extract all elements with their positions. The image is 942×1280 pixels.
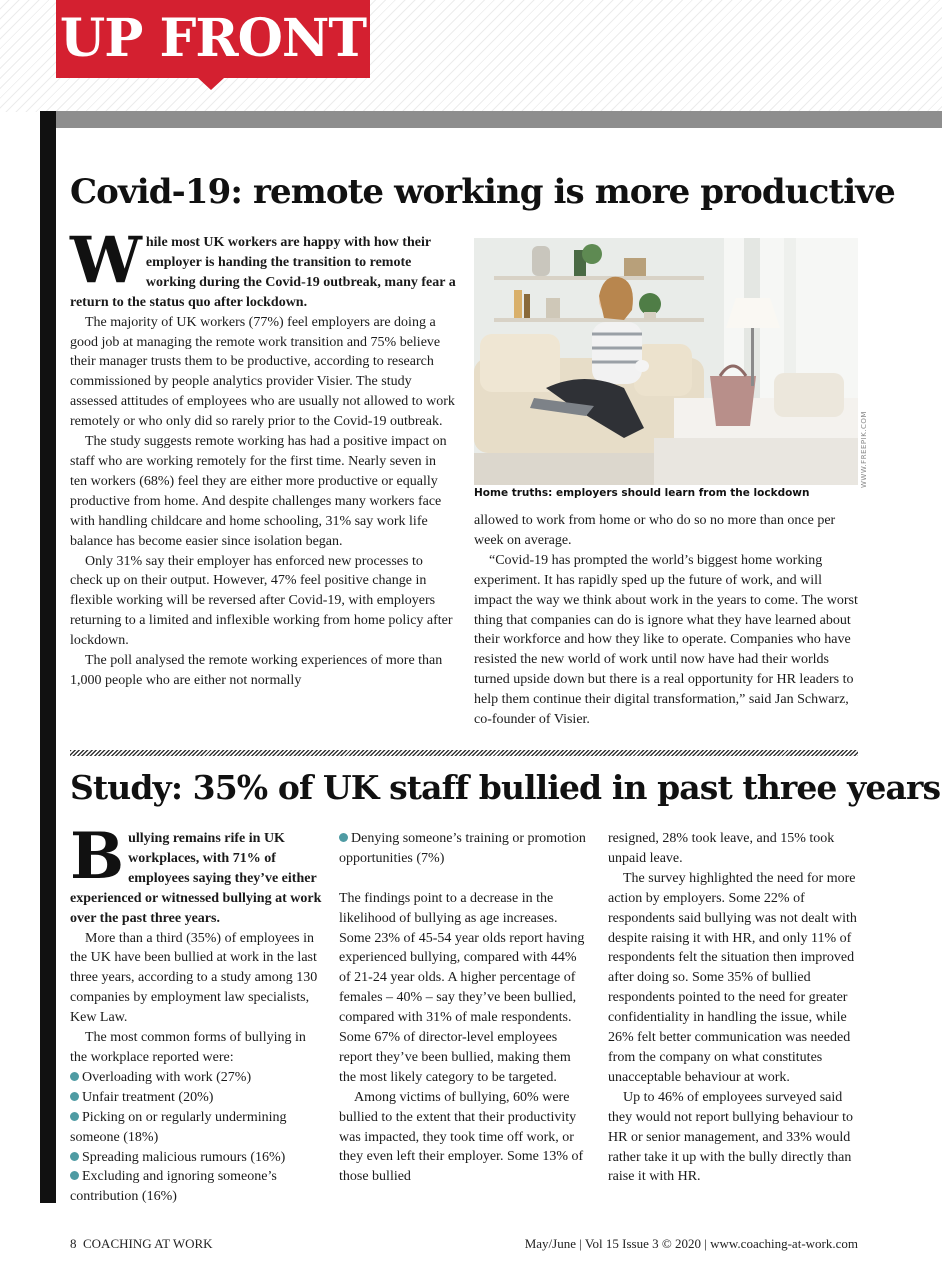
bullet-dot-icon xyxy=(70,1152,79,1161)
section-tag-notch xyxy=(198,78,224,90)
bullet-item: Excluding and ignoring someone’s contribution (16%) xyxy=(70,1169,277,1205)
article-photo xyxy=(474,238,858,485)
article2-paragraph: The findings point to a decrease in the likelihood of bullying as age increases. Some 23% of 45-54 year olds report having experienced bullying, compared with 44% of 21-24 year olds. A higher percentage of females – 40% – say they’ve been bullied, compared with 31% of male respondents. Some 67% of director-level employees report they’ve been bullied, making them the most likely category to be targeted. xyxy=(339,890,585,1085)
section-tag: UP FRONT xyxy=(56,0,370,78)
article1-column-right xyxy=(474,511,860,730)
bullet-dot-icon xyxy=(70,1112,79,1121)
footer-left xyxy=(70,1236,213,1252)
article2-headline: Study: 35% of UK staff bullied in past three years xyxy=(70,768,941,807)
article1-paragraph: allowed to work from home or who do so no more than once per week on average. xyxy=(474,513,836,548)
article1-paragraph: The majority of UK workers (77%) feel employers are doing a good job at managing the remote work transition and 75% believe their manager trusts them to be productive, according to research commissioned by people analytics provider Visier. The study assessed attitudes of employees who are usually not allowed to work remotely or who only did so rarely prior to the Covid-19 outbreak. xyxy=(70,314,455,430)
article1-paragraph: The study suggests remote working has had a positive impact on staff who are working remotely for the first time. Nearly seven in ten workers (68%) feel they are either more productive or equally productive from home. And despite challenges many workers face with handling childcare and home schooling, 31% say work life balance has become easier since isolation began. xyxy=(70,434,447,549)
article2-paragraph: The most common forms of bullying in the workplace reported were: xyxy=(70,1030,306,1065)
header-rule xyxy=(56,111,942,128)
footer-issue-info: May/June | Vol 15 Issue 3 © 2020 | www.coaching-at-work.com xyxy=(524,1236,858,1251)
bullet-item: Spreading malicious rumours (16%) xyxy=(70,1148,322,1168)
article1-paragraph: The poll analysed the remote working experiences of more than 1,000 people who are either not normally xyxy=(70,653,443,688)
bullet-dot-icon xyxy=(70,1092,79,1101)
article1-column-left xyxy=(70,223,456,691)
bullet-item: Overloading with work (27%) xyxy=(70,1068,322,1088)
photo-credit: WWW.FREEPIK.COM xyxy=(860,411,868,488)
woman-on-sofa-photo xyxy=(474,238,858,485)
section-divider xyxy=(70,750,858,756)
bullet-item: Denying someone’s training or promotion opportunities (7%) xyxy=(339,831,586,866)
article2-dropcap: B xyxy=(70,819,125,894)
article2-paragraph: resigned, 28% took leave, and 15% took unpaid leave. xyxy=(608,831,835,866)
article2-paragraph: Up to 46% of employees surveyed said they would not report bullying behaviour to HR or senior management, and 33% would rather take it up with the bully directly than raise it with HR. xyxy=(608,1089,853,1185)
article2-column-1 xyxy=(70,819,322,1207)
bullet-dot-icon xyxy=(70,1072,79,1081)
article2-paragraph: Among victims of bullying, 60% were bullied to the extent that their productivity was impacted, they took time off work, or they even left their employer. Some 13% of those bullied xyxy=(339,1089,584,1185)
bullet-item: Unfair treatment (20%) xyxy=(70,1088,322,1108)
photo-caption: Home truths: employers should learn from the lockdown xyxy=(474,487,810,499)
article2-paragraph: More than a third (35%) of employees in the UK have been bullied at work in the last three years, according to a study among 130 companies by employment law specialists, Kew Law. xyxy=(70,930,318,1026)
article1-paragraph: “Covid-19 has prompted the world’s biggest home working experiment. It has rapidly sped up the future of work, and will impact the way we think about work in the years to come. The worst thing that companies can do is ignore what they have learned about their workforce and how they like to operate. Companies who have resisted the new world of work until now have had their worlds turned upside down but there is a real opportunity for HR leaders to help them continue their digital transformation,” said Jan Schwarz, co-founder of Visier. xyxy=(474,552,858,728)
article2-column-2 xyxy=(339,829,591,1187)
article1-lead: hile most UK workers are happy with how their employer is handing the transition to remote working during the Covid-19 outbreak, many fear a return to the status quo after lockdown. xyxy=(70,235,456,310)
left-margin-bar xyxy=(40,111,56,1203)
article1-dropcap: W xyxy=(70,223,142,298)
bullet-dot-icon xyxy=(70,1171,79,1180)
article2-paragraph: The survey highlighted the need for more action by employers. Some 22% of respondents said bullying was not dealt with despite raising it with HR, and only 11% of respondents felt the situation then improved after doing so. Some 35% of bullied respondents pointed to the need for greater confidentiality in handling the issue, while 26% felt better communication was needed from the company on what constitutes unacceptable behaviour at work. xyxy=(608,870,857,1085)
article2-column-3 xyxy=(608,829,860,1187)
bullet-dot-icon xyxy=(339,833,348,842)
article2-lead: ullying remains rife in UK workplaces, with 71% of employees saying they’ve either experienced or witnessed bullying at work over the past three years. xyxy=(70,831,322,926)
bullet-item: Picking on or regularly undermining someone (18%) xyxy=(70,1109,287,1145)
page-number: 8 xyxy=(70,1236,77,1251)
publication-name: COACHING AT WORK xyxy=(83,1236,213,1251)
article1-paragraph: Only 31% say their employer has enforced new processes to check up on their output. However, 47% feel positive change in flexible working will be reversed after Covid-19, with employers returning to a limited and inflexible working from home policy after lockdown. xyxy=(70,553,453,649)
article1-headline: Covid-19: remote working is more productive xyxy=(70,172,895,212)
